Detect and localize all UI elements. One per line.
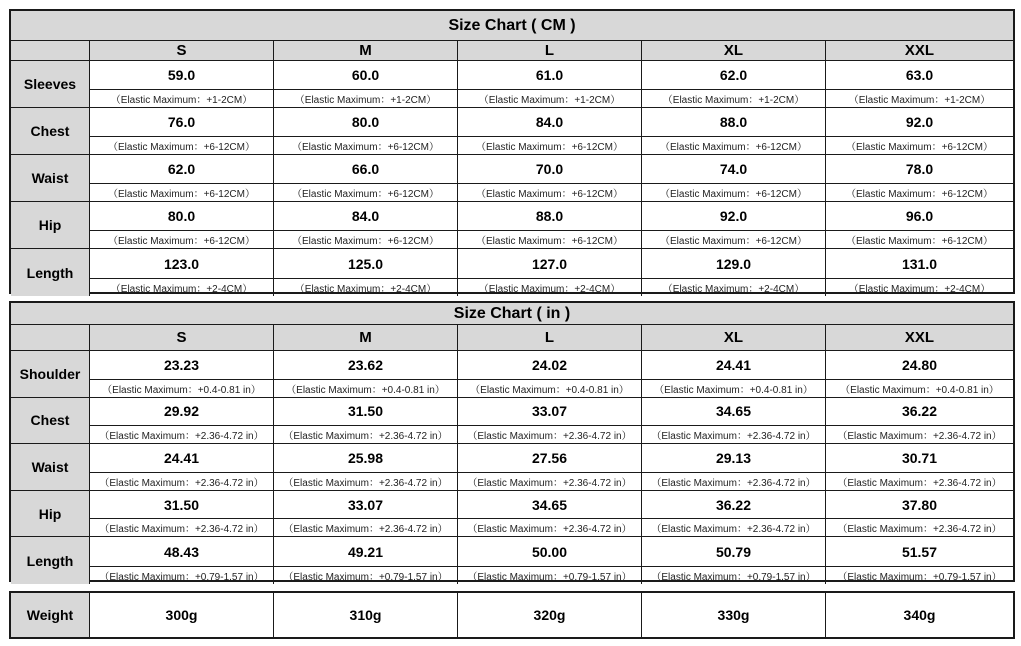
cell-note: （Elastic Maximum：+1-2CM） (110, 95, 253, 106)
cell-value: 131.0 (826, 249, 1013, 279)
cell-value: 23.62 (274, 351, 457, 380)
cell-value: 84.0 (458, 108, 641, 137)
table-cell (90, 444, 274, 490)
cell-note: （Elastic Maximum：+0.79-1.57 in） (283, 571, 448, 583)
table-cell (642, 108, 826, 154)
table-cell (90, 61, 274, 107)
table-cell (274, 444, 458, 490)
cell-note: （Elastic Maximum：+2.36-4.72 in） (467, 524, 632, 536)
cm-size-header: L (458, 41, 642, 60)
table-row (11, 108, 1013, 155)
in-size-header: XL (642, 325, 826, 350)
cell-value: 29.13 (642, 444, 825, 473)
cell-note: （Elastic Maximum：+1-2CM） (478, 95, 621, 106)
table-cell (826, 155, 1013, 201)
cell-note: （Elastic Maximum：+1-2CM） (662, 95, 805, 106)
row-label: Chest (11, 108, 90, 154)
cell-value: 61.0 (458, 61, 641, 90)
cm-size-header: S (90, 41, 274, 60)
table-cell (642, 249, 826, 296)
cell-value: 62.0 (642, 61, 825, 90)
cell-note: （Elastic Maximum：+1-2CM） (294, 95, 437, 106)
table-cell (642, 537, 826, 584)
cell-value: 60.0 (274, 61, 457, 90)
cell-note: （Elastic Maximum：+2.36-4.72 in） (651, 477, 816, 489)
table-row (11, 61, 1013, 108)
cell-value: 76.0 (90, 108, 273, 137)
cell-value: 24.41 (642, 351, 825, 380)
in-size-header: XXL (826, 325, 1013, 350)
table-cell (826, 202, 1013, 248)
cell-note: （Elastic Maximum：+6-12CM） (476, 189, 623, 200)
cell-value: 36.22 (642, 491, 825, 520)
cell-note: （Elastic Maximum：+0.4-0.81 in） (102, 384, 261, 396)
cell-value: 80.0 (90, 202, 273, 231)
weight-row (11, 593, 1013, 637)
table-row (11, 351, 1013, 398)
table-cell (458, 108, 642, 154)
table-cell (90, 491, 274, 537)
cell-value: 31.50 (274, 398, 457, 427)
table-cell (274, 491, 458, 537)
cell-value: 63.0 (826, 61, 1013, 90)
weight-value: 310g (274, 593, 458, 637)
table-row (11, 491, 1013, 538)
table-cell (642, 351, 826, 397)
cell-value: 29.92 (90, 398, 273, 427)
table-cell (274, 351, 458, 397)
cell-note: （Elastic Maximum：+6-12CM） (108, 189, 255, 200)
in-size-header: M (274, 325, 458, 350)
weight-value: 300g (90, 593, 274, 637)
table-cell (458, 61, 642, 107)
table-cell (274, 155, 458, 201)
table-row (11, 249, 1013, 296)
cell-value: 80.0 (274, 108, 457, 137)
cell-value: 125.0 (274, 249, 457, 279)
table-cell (826, 537, 1013, 584)
cell-note: （Elastic Maximum：+0.4-0.81 in） (654, 384, 813, 396)
cell-note: （Elastic Maximum：+6-12CM） (476, 236, 623, 247)
table-cell (642, 61, 826, 107)
cell-note: （Elastic Maximum：+2-4CM） (662, 284, 805, 295)
cell-note: （Elastic Maximum：+6-12CM） (846, 142, 993, 153)
table-cell (458, 398, 642, 444)
cell-note: （Elastic Maximum：+6-12CM） (660, 142, 807, 153)
cell-note: （Elastic Maximum：+6-12CM） (476, 142, 623, 153)
cell-note: （Elastic Maximum：+0.4-0.81 in） (840, 384, 999, 396)
in-table-body (11, 351, 1013, 584)
table-cell (458, 444, 642, 490)
cell-note: （Elastic Maximum：+6-12CM） (846, 189, 993, 200)
cell-note: （Elastic Maximum：+2.36-4.72 in） (837, 524, 1002, 536)
cell-value: 30.71 (826, 444, 1013, 473)
cell-note: （Elastic Maximum：+2.36-4.72 in） (651, 524, 816, 536)
cell-note: （Elastic Maximum：+2.36-4.72 in） (283, 477, 448, 489)
row-label: Length (11, 537, 90, 584)
cell-value: 74.0 (642, 155, 825, 184)
table-cell (90, 537, 274, 584)
cell-note: （Elastic Maximum：+2.36-4.72 in） (837, 431, 1002, 443)
table-cell (642, 444, 826, 490)
cell-note: （Elastic Maximum：+1-2CM） (848, 95, 991, 106)
cell-note: （Elastic Maximum：+0.4-0.81 in） (470, 384, 629, 396)
table-cell (274, 61, 458, 107)
cm-size-header: XXL (826, 41, 1013, 60)
weight-value: 340g (903, 607, 936, 623)
table-row (11, 444, 1013, 491)
cell-value: 50.79 (642, 537, 825, 567)
cell-value: 92.0 (642, 202, 825, 231)
in-header-row (11, 325, 1013, 351)
cell-value: 70.0 (458, 155, 641, 184)
cell-value: 34.65 (458, 491, 641, 520)
cell-note: （Elastic Maximum：+6-12CM） (660, 236, 807, 247)
weight-value: 330g (642, 593, 826, 637)
inch-size-chart (9, 301, 1015, 582)
table-cell (458, 249, 642, 296)
table-cell (826, 398, 1013, 444)
cell-note: （Elastic Maximum：+0.4-0.81 in） (286, 384, 445, 396)
cell-value: 84.0 (274, 202, 457, 231)
cell-value: 48.43 (90, 537, 273, 567)
table-cell (90, 249, 274, 296)
cell-note: （Elastic Maximum：+2.36-4.72 in） (99, 477, 264, 489)
table-cell (274, 249, 458, 296)
row-label: Hip (11, 491, 90, 537)
row-label: Shoulder (11, 351, 90, 397)
cell-value: 49.21 (274, 537, 457, 567)
table-cell (458, 537, 642, 584)
cell-value: 34.65 (642, 398, 825, 427)
cell-note: （Elastic Maximum：+2-4CM） (110, 284, 253, 295)
cell-note: （Elastic Maximum：+2.36-4.72 in） (99, 524, 264, 536)
cell-value: 24.41 (90, 444, 273, 473)
cell-note: （Elastic Maximum：+6-12CM） (846, 236, 993, 247)
table-cell (90, 398, 274, 444)
cell-value: 37.80 (826, 491, 1013, 520)
row-label: Waist (11, 155, 90, 201)
table-cell (90, 108, 274, 154)
cell-note: （Elastic Maximum：+2.36-4.72 in） (651, 431, 816, 443)
table-cell (458, 491, 642, 537)
cm-size-header: XL (642, 41, 826, 60)
table-cell (826, 491, 1013, 537)
cell-value: 23.23 (90, 351, 273, 380)
weight-table (9, 591, 1015, 639)
cell-value: 50.00 (458, 537, 641, 567)
cell-value: 24.02 (458, 351, 641, 380)
cell-note: （Elastic Maximum：+2.36-4.72 in） (467, 431, 632, 443)
cell-value: 127.0 (458, 249, 641, 279)
cm-size-chart (9, 9, 1015, 294)
table-cell (826, 351, 1013, 397)
row-label: Waist (11, 444, 90, 490)
cm-chart-title: Size Chart ( CM ) (11, 11, 1013, 41)
cell-value: 33.07 (458, 398, 641, 427)
cell-note: （Elastic Maximum：+2-4CM） (848, 284, 991, 295)
cell-value: 24.80 (826, 351, 1013, 380)
table-cell (458, 202, 642, 248)
cell-value: 33.07 (274, 491, 457, 520)
weight-value: 320g (458, 593, 642, 637)
cell-note: （Elastic Maximum：+6-12CM） (292, 142, 439, 153)
weight-label: Weight (11, 593, 90, 637)
table-cell (826, 444, 1013, 490)
table-cell (90, 155, 274, 201)
table-cell (458, 351, 642, 397)
cell-value: 96.0 (826, 202, 1013, 231)
cell-value: 78.0 (826, 155, 1013, 184)
cm-header-corner (11, 41, 90, 60)
row-label: Sleeves (11, 61, 90, 107)
cell-note: （Elastic Maximum：+2.36-4.72 in） (283, 431, 448, 443)
in-header-corner (11, 325, 90, 350)
cell-note: （Elastic Maximum：+2.36-4.72 in） (283, 524, 448, 536)
cell-value: 92.0 (826, 108, 1013, 137)
cell-note: （Elastic Maximum：+0.79-1.57 in） (837, 571, 1002, 583)
table-cell (274, 398, 458, 444)
table-cell (274, 202, 458, 248)
table-cell (274, 537, 458, 584)
cell-value: 25.98 (274, 444, 457, 473)
in-chart-title: Size Chart ( in ) (11, 303, 1013, 325)
table-cell (90, 202, 274, 248)
cell-note: （Elastic Maximum：+2-4CM） (478, 284, 621, 295)
cell-note: （Elastic Maximum：+6-12CM） (292, 189, 439, 200)
cell-note: （Elastic Maximum：+2.36-4.72 in） (467, 477, 632, 489)
cell-note: （Elastic Maximum：+6-12CM） (660, 189, 807, 200)
cm-size-header: M (274, 41, 458, 60)
cell-value: 123.0 (90, 249, 273, 279)
cell-value: 66.0 (274, 155, 457, 184)
table-cell (274, 108, 458, 154)
table-row (11, 537, 1013, 584)
cm-header-row (11, 41, 1013, 61)
cell-value: 129.0 (642, 249, 825, 279)
cell-note: （Elastic Maximum：+6-12CM） (292, 236, 439, 247)
table-cell (90, 351, 274, 397)
cell-note: （Elastic Maximum：+2.36-4.72 in） (837, 477, 1002, 489)
in-size-header: L (458, 325, 642, 350)
cell-value: 88.0 (458, 202, 641, 231)
cell-value: 36.22 (826, 398, 1013, 427)
cell-value: 31.50 (90, 491, 273, 520)
table-row (11, 155, 1013, 202)
cell-note: （Elastic Maximum：+0.79-1.57 in） (99, 571, 264, 583)
table-cell (642, 202, 826, 248)
cm-table-body (11, 61, 1013, 296)
row-label: Length (11, 249, 90, 296)
row-label: Chest (11, 398, 90, 444)
table-row (11, 398, 1013, 445)
cell-value: 27.56 (458, 444, 641, 473)
cell-note: （Elastic Maximum：+2.36-4.72 in） (99, 431, 264, 443)
table-cell (826, 108, 1013, 154)
in-size-header: S (90, 325, 274, 350)
cell-note: （Elastic Maximum：+6-12CM） (108, 236, 255, 247)
table-cell (642, 398, 826, 444)
cell-value: 59.0 (90, 61, 273, 90)
cell-note: （Elastic Maximum：+0.79-1.57 in） (467, 571, 632, 583)
cell-value: 88.0 (642, 108, 825, 137)
table-cell (642, 155, 826, 201)
cell-note: （Elastic Maximum：+2-4CM） (294, 284, 437, 295)
table-cell (826, 249, 1013, 296)
cell-value: 62.0 (90, 155, 273, 184)
table-cell (826, 61, 1013, 107)
table-cell (458, 155, 642, 201)
cell-note: （Elastic Maximum：+0.79-1.57 in） (651, 571, 816, 583)
cell-note: （Elastic Maximum：+6-12CM） (108, 142, 255, 153)
row-label: Hip (11, 202, 90, 248)
table-cell (642, 491, 826, 537)
table-row (11, 202, 1013, 249)
cell-value: 51.57 (826, 537, 1013, 567)
